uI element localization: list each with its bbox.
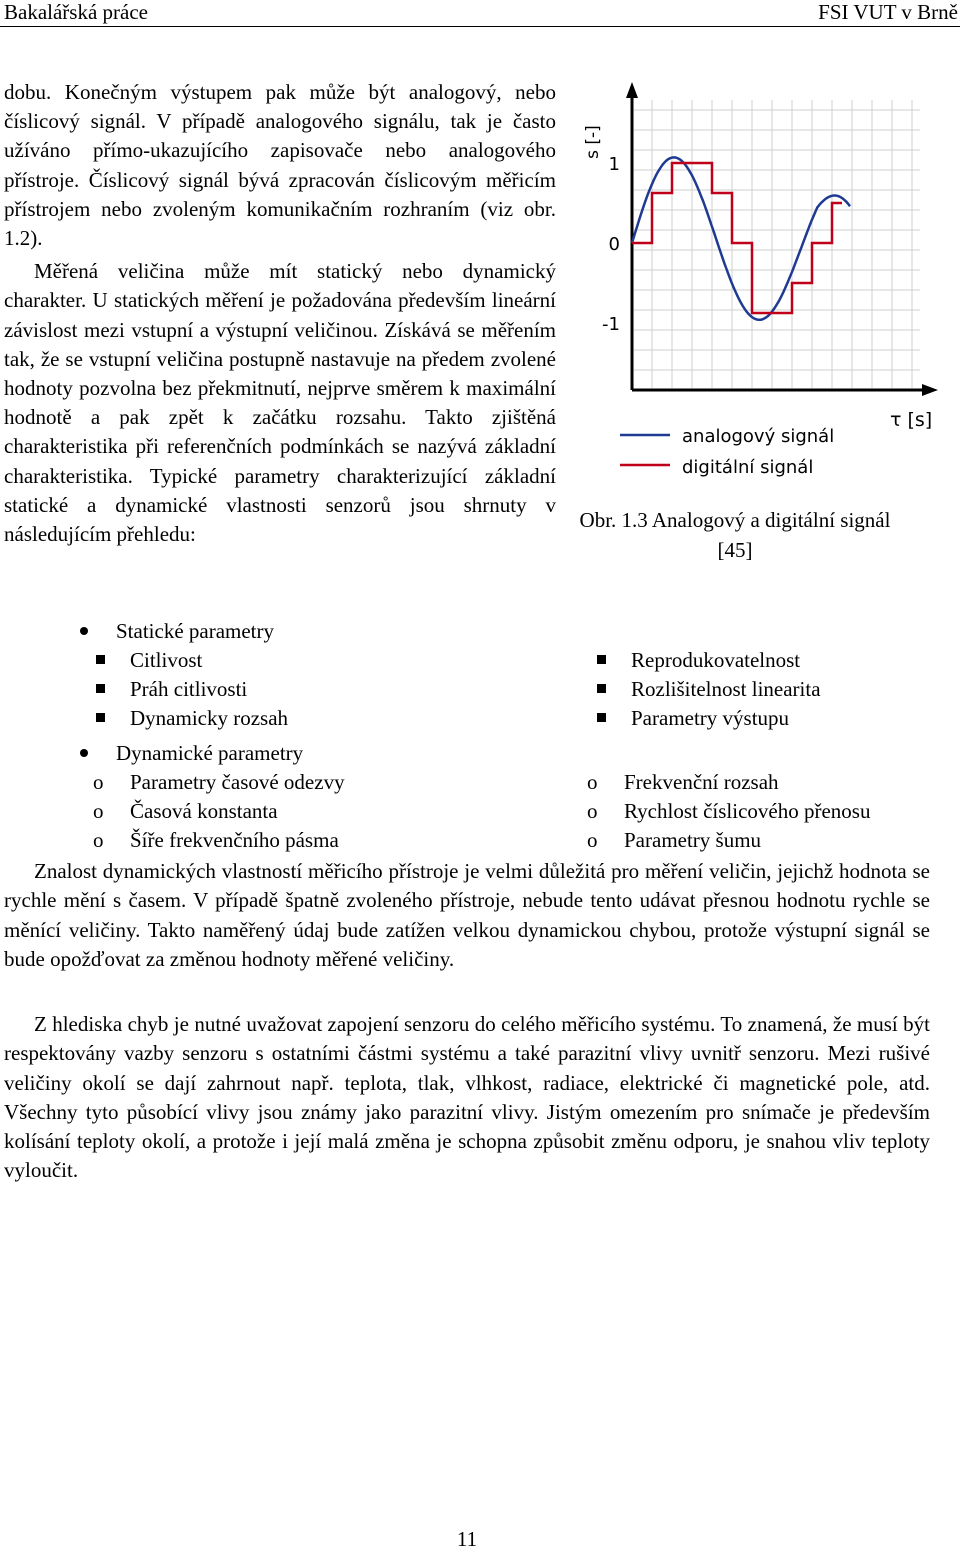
y-tick-minus1: -1 [602, 314, 620, 335]
y-tick-0: 0 [608, 234, 620, 255]
body-paragraph-2: Z hlediska chyb je nutné uvažovat zapojení senzoru do celého měřicího systému. To znamená, že musí být respektovány vazby senzoru s ostatními částmi systému a také parazitní vlivy uvnitř senzoru. Mezi rušivé veličiny okolí se dají zahrnout např. teplota, tlak, vlhkost, radiace, elektrické či magnetické pole, atd. Všechny tyto působící vlivy jsou známy jako parazitní vlivy. Jistým omezením pro snímače je především kolísání teploty okolí, a protože i její malá změna je schopna způsobit změnu odporu, je snahou vliv teploty vyloučit. [4, 1012, 930, 1183]
figure-caption: Obr. 1.3 Analogový a digitální signál [45] [579, 508, 891, 562]
static-left-item: Dynamicky rozsah [130, 706, 289, 730]
square-bullet-icon [597, 684, 606, 693]
square-bullet-icon [597, 713, 606, 722]
static-right-item: Reprodukovatelnost [631, 648, 801, 672]
header-left-title: Bakalářská práce [4, 0, 148, 24]
page-header [0, 0, 960, 27]
intro-paragraph-1: dobu. Konečným výstupem pak může být analogový, nebo číslicový signál. V případě analogového signálu, tak je často užíváno přímo-ukazujícího zapisovače nebo analogového přístroje. Číslicový signál bývá zpracován číslicovým měřicím přístrojem nebo zvoleným komunikačním rozhraním (viz obr. 1.2). [4, 80, 556, 251]
dynamic-left-item: Časová konstanta [130, 799, 278, 823]
static-params-heading: Statické parametry [116, 619, 275, 643]
dynamic-right-item: Frekvenční rozsah [624, 770, 779, 794]
circle-bullet-icon: o [587, 828, 598, 852]
circle-bullet-icon: o [93, 828, 104, 852]
circle-bullet-icon: o [93, 770, 104, 794]
parameter-list [0, 615, 960, 855]
square-bullet-icon [597, 655, 606, 664]
header-right-title: FSI VUT v Brně [818, 0, 958, 24]
square-bullet-icon [96, 713, 105, 722]
y-axis-label: s [-] [583, 125, 603, 159]
signal-figure [580, 80, 948, 485]
circle-bullet-icon: o [93, 799, 104, 823]
static-left-item: Citlivost [130, 648, 203, 672]
intro-paragraph-2: Měřená veličina může mít statický nebo dynamický charakter. U statických měření je požadována především lineární závislost mezi vstupní a výstupní veličinou. Získává se měřením tak, že se vstupní veličina postupně nastavuje na předem zvolené hodnoty pozvolna bez překmitnutí, nejprve směrem k maximální hodnotě a pak zpět k začátku rozsahu. Takto zjištěná charakteristika při referenčních podmínkách se nazývá základní charakteristika. Typické parametry charakterizující základní statické a dynamické vlastnosti senzorů jsou shrnuty v následujícím přehledu: [4, 259, 556, 547]
dynamic-right-item: Parametry šumu [624, 828, 762, 852]
signal-chart [580, 80, 948, 485]
square-bullet-icon [96, 684, 105, 693]
chart-grid [634, 100, 920, 388]
dynamic-left-item: Šíře frekvenčního pásma [130, 828, 339, 852]
circle-bullet-icon: o [587, 770, 598, 794]
dynamic-left-item: Parametry časové odezvy [130, 770, 345, 794]
legend-analog-label: analogový signál [682, 426, 835, 447]
static-right-item: Rozlišitelnost linearita [631, 677, 821, 701]
static-right-item: Parametry výstupu [631, 706, 790, 730]
x-axis-arrow [922, 384, 938, 396]
square-bullet-icon [96, 655, 105, 664]
bullet-dot-icon [80, 627, 88, 635]
x-axis-label: τ [s] [890, 409, 933, 431]
analog-signal-line [632, 157, 850, 319]
legend-digital-label: digitální signál [682, 457, 814, 478]
y-axis-arrow [626, 82, 638, 98]
body-paragraph-1: Znalost dynamických vlastností měřicího přístroje je velmi důležitá pro měření veličin, jejichž hodnota se rychle mění s časem. V případě špatně zvoleného přístroje, nebude tento udávat přesnou hodnotu rychle se měnící veličiny. Takto naměřený údaj bude zatížen velkou dynamickou chybou, protože výstupní signál se bude opožďovat za změnou hodnoty měřené veličiny. [4, 859, 930, 971]
intro-text [4, 78, 556, 549]
bullet-dot-icon [80, 749, 88, 757]
circle-bullet-icon: o [587, 799, 598, 823]
page-number: 11 [456, 1527, 478, 1551]
y-tick-1: 1 [608, 154, 620, 175]
dynamic-params-heading: Dynamické parametry [116, 741, 304, 765]
static-left-item: Práh citlivosti [130, 677, 248, 701]
dynamic-right-item: Rychlost číslicového přenosu [624, 799, 871, 823]
